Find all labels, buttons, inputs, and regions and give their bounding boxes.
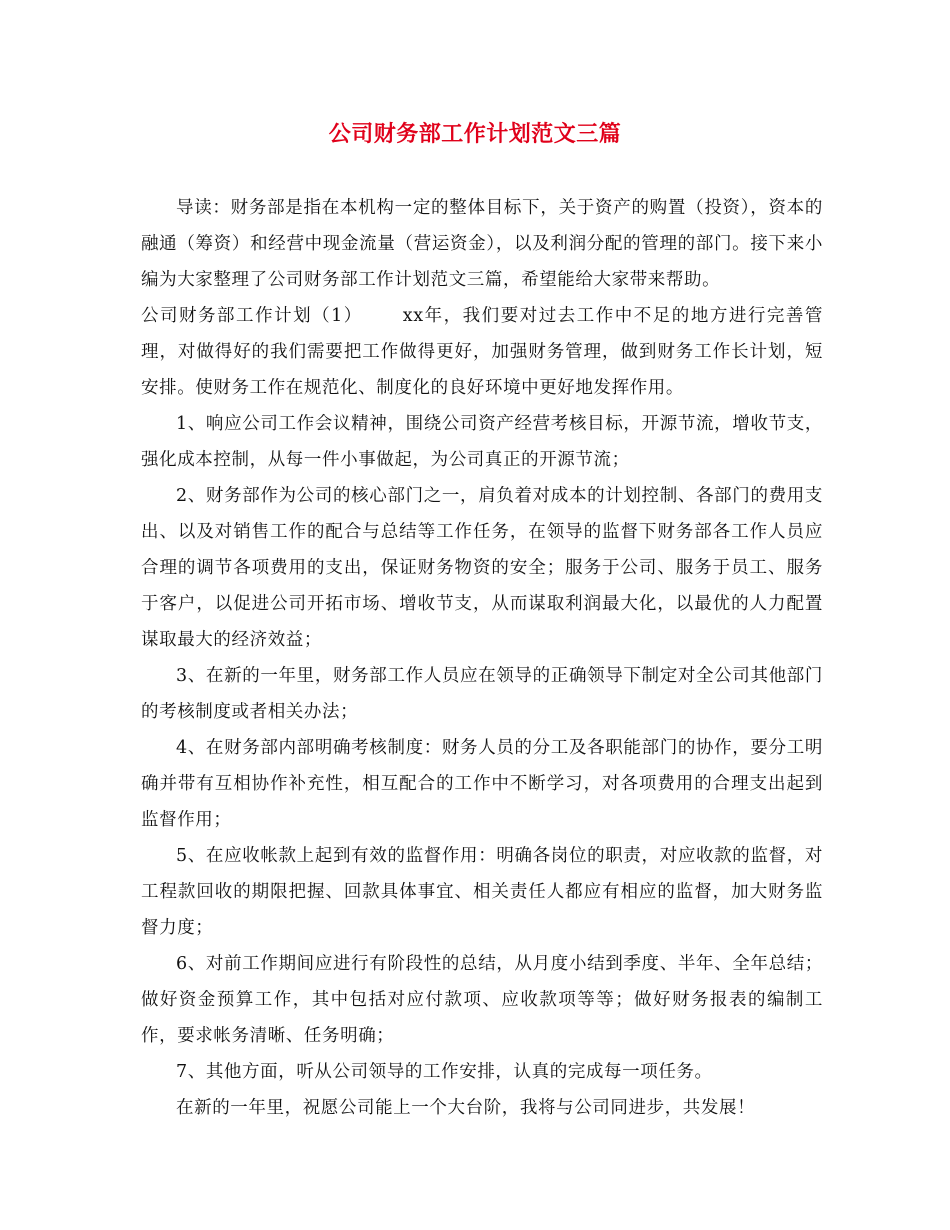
closing-paragraph: 在新的一年里，祝愿公司能上一个大台阶，我将与公司同进步，共发展！	[176, 1098, 756, 1118]
list-item: 3、在新的一年里，财务部工作人员应在领导的正确领导下制定对全公司其他部门的考核制度或者相关办法；	[141, 666, 823, 722]
list-item: 5、在应收帐款上起到有效的监督作用：明确各岗位的职责，对应收款的监督，对工程款回收的期限把握、回款具体事宜、相关责任人都应有相应的监督，加大财务监督力度；	[141, 846, 823, 938]
list-item: 1、响应公司工作会议精神，围绕公司资产经营考核目标，开源节流，增收节支，强化成本控制，从每一件小事做起，为公司真正的开源节流；	[141, 414, 823, 470]
document-body	[141, 190, 823, 1126]
intro-paragraph: 导读：财务部是指在本机构一定的整体目标下，关于资产的购置（投资），资本的融通（筹资）和经营中现金流量（营运资金），以及利润分配的管理的部门。接下来小编为大家整理了公司财务部工作计划范文三篇，希望能给大家带来帮助。	[141, 198, 823, 290]
plan-heading: 公司财务部工作计划（1）	[141, 306, 363, 326]
list-item: 7、其他方面，听从公司领导的工作安排，认真的完成每一项任务。	[176, 1062, 713, 1082]
plan-opening-paragraph	[141, 298, 823, 406]
list-item: 2、财务部作为公司的核心部门之一，肩负着对成本的计划控制、各部门的费用支出、以及对销售工作的配合与总结等工作任务，在领导的监督下财务部各工作人员应合理的调节各项费用的支出，保证财务物资的安全；服务于公司、服务于员工、服务于客户，以促进公司开拓市场、增收节支，从而谋取利润最大化，以最优的人力配置谋取最大的经济效益；	[141, 486, 823, 650]
list-item: 6、对前工作期间应进行有阶段性的总结，从月度小结到季度、半年、全年总结；做好资金预算工作，其中包括对应付款项、应收款项等等；做好财务报表的编制工作，要求帐务清晰、任务明确；	[141, 954, 823, 1046]
list-item: 4、在财务部内部明确考核制度：财务人员的分工及各职能部门的协作，要分工明确并带有互相协作补充性，相互配合的工作中不断学习，对各项费用的合理支出起到监督作用；	[141, 738, 823, 830]
plan-opening-text: xx年，我们要对过去工作中不足的地方进行完善管理，对做得好的我们需要把工作做得更好，加强财务管理，做到财务工作长计划，短安排。使财务工作在规范化、制度化的良好环境中更好地发挥作用。	[141, 306, 823, 398]
document-title: 公司财务部工作计划范文三篇	[328, 121, 622, 147]
